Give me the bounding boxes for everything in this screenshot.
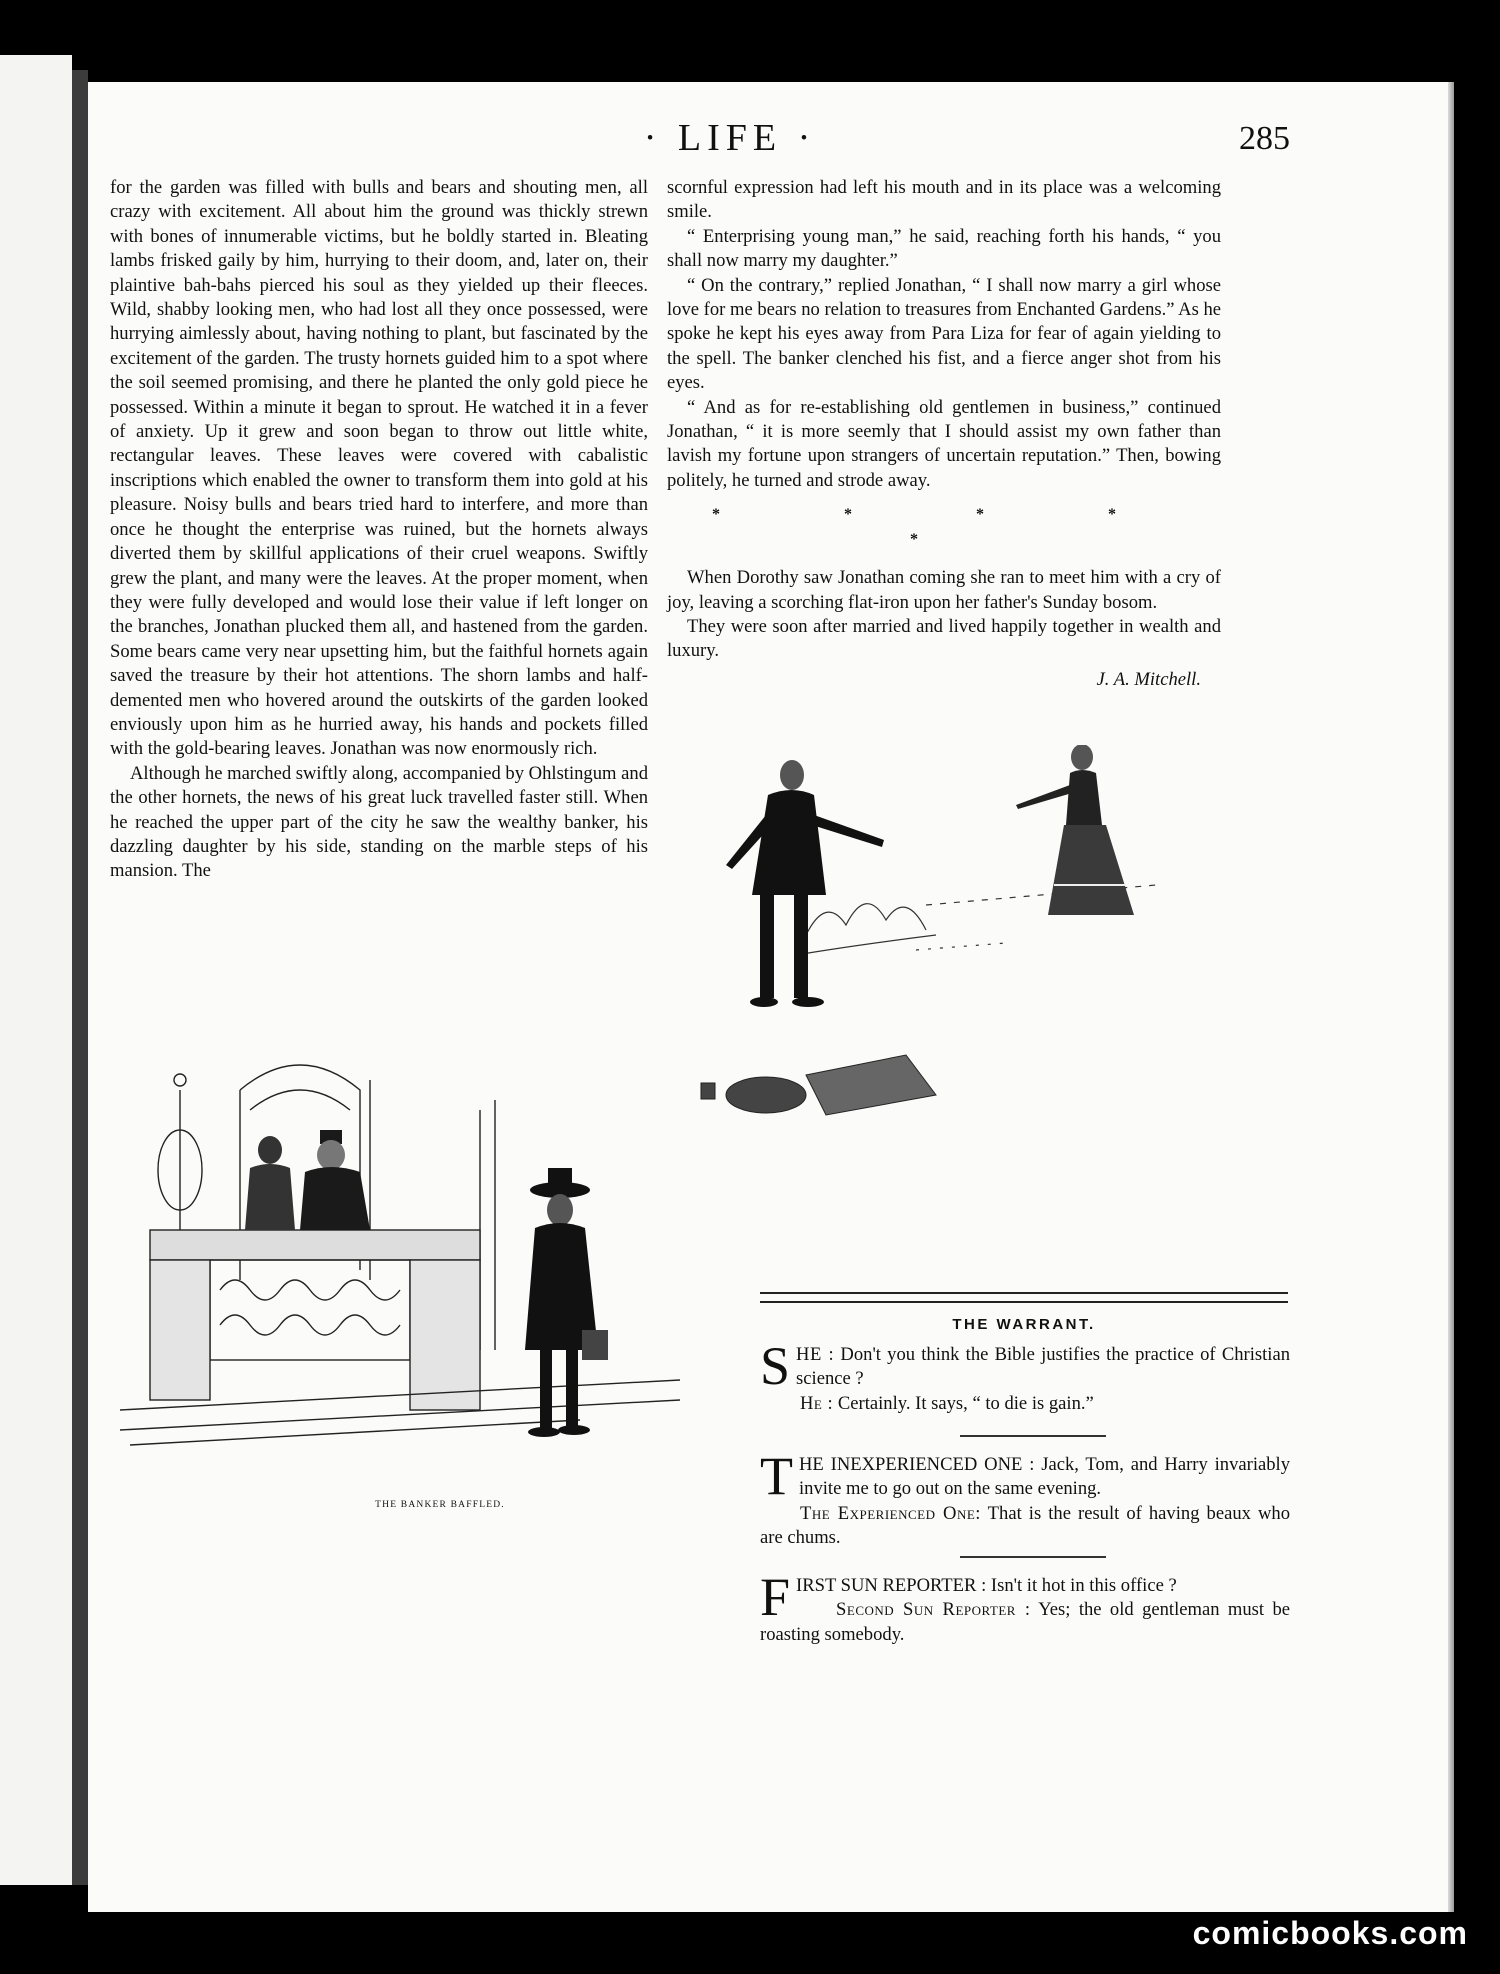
joke-divider xyxy=(960,1435,1106,1437)
left-column xyxy=(110,176,648,884)
joke-line: Don't you think the Bible justifies the practice of Christian science ? xyxy=(796,1344,1290,1390)
speaker-label: IRST SUN REPORTER : xyxy=(796,1575,987,1596)
joke-divider xyxy=(960,1556,1106,1558)
paragraph: scornful expression had left his mouth and in its place was a welcoming smile. xyxy=(667,177,1221,223)
masthead: · LIFE · xyxy=(643,117,817,159)
paragraph: “ And as for re-establishing old gentlemen in business,” continued Jonathan, “ it is more seemly that I should assist my own father than lavish my fortune upon strangers of uncertain reputation.” Then, bowing politely, he turned and strode away. xyxy=(667,396,1221,491)
jokes-section-title: THE WARRANT. xyxy=(952,1316,1096,1333)
speaker-label: Second Sun Reporter : xyxy=(836,1599,1031,1621)
paragraph: They were soon after married and lived happily together in wealth and luxury. xyxy=(667,615,1221,662)
paragraph: “ On the contrary,” replied Jonathan, “ I shall now marry a girl whose love for me bears no relation to treasures from Enchanted Gardens.” As he spoke he kept his eyes away from Para Liza for fear of again yielding to the spell. The banker clenched his fist, and a fierce anger shot from his eyes. xyxy=(667,274,1221,394)
right-column xyxy=(667,176,1221,692)
joke-line: Yes; the old gentleman must be roasting somebody. xyxy=(760,1599,1291,1645)
speaker-label: The Experienced One: xyxy=(800,1502,981,1524)
joke-line: Jack, Tom, and Harry invariably invite me to go out on the same evening. xyxy=(799,1454,1290,1500)
banker-baffled-illustration xyxy=(120,1050,680,1490)
page-edge-shadow xyxy=(1448,82,1454,1912)
paragraph: Although he marched swiftly along, accompanied by Ohlstingum and the other hornets, the news of his great luck travelled faster still. When he reached the upper part of the city he saw the wealthy banker, his dazzling daughter by his side, standing on the marble steps of his mansion. The xyxy=(110,762,648,882)
illustration-caption: THE BANKER BAFFLED. xyxy=(375,1500,505,1510)
paragraph: “ Enterprising young man,” he said, reaching forth his hands, “ you shall now marry my daughter.” xyxy=(667,225,1221,272)
binding-gutter xyxy=(72,70,88,1885)
joke-line: That is the result of having beaux who are chums. xyxy=(760,1502,1291,1549)
author-signature: J. A. Mitchell. xyxy=(1096,668,1201,690)
speaker-label: HE INEXPERIENCED ONE : xyxy=(799,1454,1035,1475)
paragraph: for the garden was filled with bulls and bears and shouting men, all crazy with excitement. All about him the ground was thickly strewn with bones of innumerable victims, but he boldly started in. Bleating lambs frisked gaily by him, hurrying to their doom, and, later on, their plaintive bah-bahs pierced his soul as they yielded up their fleeces. Wild, shabby looking men, who had lost all they once possessed, were hurrying aimlessly about, having nothing to plant, but fascinated by the excitement of the garden. The trusty hornets guided him to a spot where the soil seemed promising, and there he planted the only gold piece he possessed. Within a minute it began to sprout. He watched it in a fever of anxiety. Up it grew and soon began to throw out little white, rectangular leaves. These leaves were covered with cabalistic inscriptions which enabled the owner to transform them into gold at his pleasure. Noisy bulls and bears tried hard to interfere, and more than once he thought the enterprise was ruined, but the hornets always diverted them by skillful applications of their cruel weapons. Swiftly grew the plant, and many were the leaves. At the proper moment, when they were fully developed and would lose their value if left longer on the branches, Jonathan plucked them all, and hastened from the garden. Some bears came very near upsetting him, but the faithful hornets again saved the treasure by their hot attentions. The shorn lambs and half-demented men who hovered around the outskirts of the garden looked enviously upon him as he hurried away, his hands and pockets filled with the gold-bearing leaves. Jonathan was now enormously rich. xyxy=(110,177,648,760)
meeting-illustration xyxy=(686,745,1226,1185)
joke-line: Isn't it hot in this office ? xyxy=(990,1575,1177,1596)
paragraph: When Dorothy saw Jonathan coming she ran to meet him with a cry of joy, leaving a scorching flat-iron upon her father's Sunday bosom. xyxy=(667,567,1221,613)
left-page-edge xyxy=(0,55,72,1885)
speaker-label: He : xyxy=(800,1392,834,1414)
site-watermark: comicbooks.com xyxy=(1192,1915,1468,1951)
speaker-label: HE : xyxy=(796,1344,835,1365)
drop-cap: T xyxy=(760,1446,793,1506)
joke-item xyxy=(760,1446,1291,1551)
double-rule-divider xyxy=(760,1292,1288,1303)
joke-line: Certainly. It says, “ to die is gain.” xyxy=(837,1392,1094,1414)
drop-cap: F xyxy=(760,1567,791,1627)
joke-item xyxy=(760,1567,1291,1647)
page-number: 285 xyxy=(1239,120,1290,157)
joke-item xyxy=(760,1336,1290,1416)
drop-cap: S xyxy=(760,1336,791,1396)
section-separator: * * * * * xyxy=(712,506,1176,548)
